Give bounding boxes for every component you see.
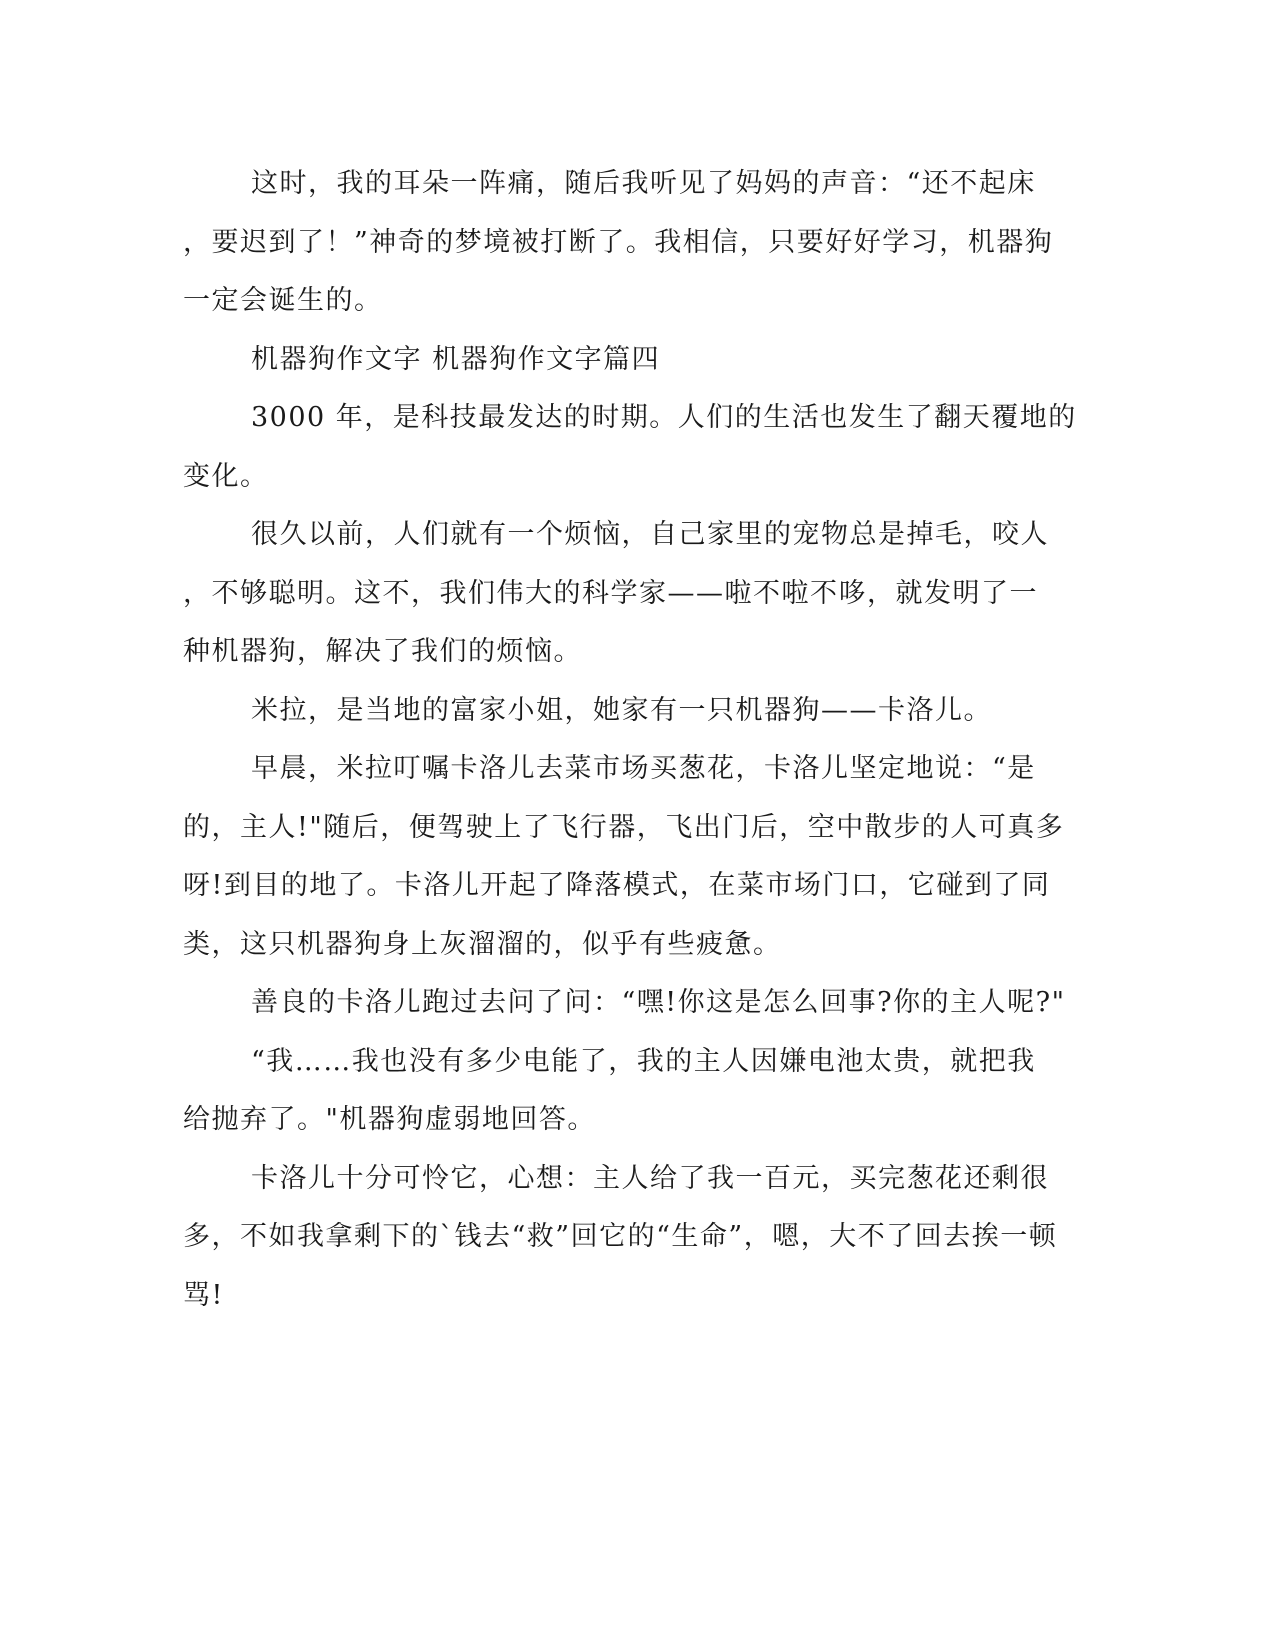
paragraph-line: 骂! (183, 1279, 224, 1311)
paragraph-line: 很久以前，人们就有一个烦恼，自己家里的宠物总是掉毛，咬人 (251, 519, 1049, 550)
paragraph-line: 的，主人!"随后，便驾驶上了飞行器，飞出门后，空中散步的人可真多 (183, 811, 1065, 843)
paragraph-line: 早晨，米拉叮嘱卡洛儿去菜市场买葱花，卡洛儿坚定地说：“是 (251, 753, 1036, 784)
paragraph-line: ，不够聪明。这不，我们伟大的科学家——啦不啦不哆，就发明了一 (183, 577, 1038, 609)
paragraph-line: 呀!到目的地了。卡洛儿开起了降落模式，在菜市场门口，它碰到了同 (183, 870, 1051, 901)
paragraph-line: 变化。 (183, 460, 269, 492)
paragraph-line: 3000 年，是科技最发达的时期。人们的生活也发生了翻天覆地的 (251, 402, 1077, 433)
paragraph-line: 米拉，是当地的富家小姐，她家有一只机器狗——卡洛儿。 (251, 694, 992, 726)
paragraph-line: 给抛弃了。"机器狗虚弱地回答。 (183, 1104, 596, 1135)
paragraph-line: 类，这只机器狗身上灰溜溜的，似乎有些疲惫。 (183, 928, 782, 960)
section-heading: 机器狗作文字 机器狗作文字篇四 (251, 343, 661, 375)
paragraph-line: 多，不如我拿剩下的`钱去“救”回它的“生命”，嗯，大不了回去挨一顿 (183, 1221, 1058, 1252)
paragraph-line: 善良的卡洛儿跑过去问了问：“嘿!你这是怎么回事?你的主人呢?" (251, 987, 1066, 1018)
paragraph-line: 卡洛儿十分可怜它，心想：主人给了我一百元，买完葱花还剩很 (251, 1162, 1049, 1194)
paragraph-line: 种机器狗，解决了我们的烦恼。 (183, 636, 582, 667)
paragraph-line: “我……我也没有多少电能了，我的主人因嫌电池太贵，就把我 (251, 1045, 1036, 1077)
paragraph-line: ，要迟到了！”神奇的梦境被打断了。我相信，只要好好学习，机器狗 (183, 226, 1054, 258)
paragraph-line: 一定会诞生的。 (183, 285, 383, 316)
document-body (183, 155, 1077, 1325)
paragraph-line: 这时，我的耳朵一阵痛，随后我听见了妈妈的声音：“还不起床 (251, 168, 1036, 199)
